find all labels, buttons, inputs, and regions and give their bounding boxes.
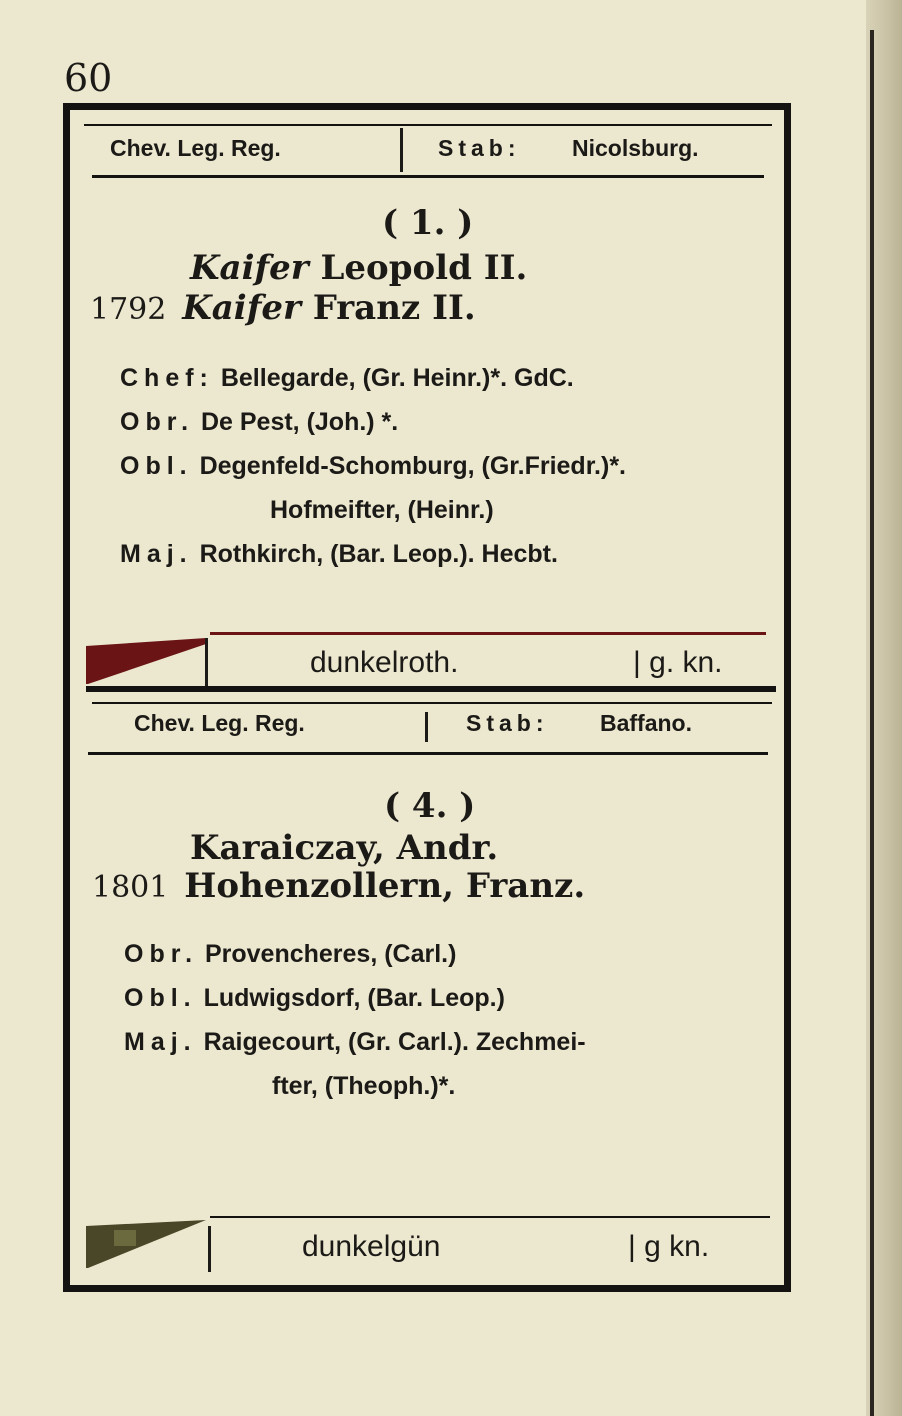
header-divider (425, 712, 428, 742)
staff-entry: Obr. De Pest, (Joh.) *. (120, 408, 399, 436)
chief-line: 1792 Kaifer Franz II. (90, 288, 476, 328)
chief-line: Kaifer Leopold II. (190, 248, 528, 288)
chief-line: 1801 Hohenzollern, Franz. (92, 866, 586, 906)
staff-entry: Obl. Degenfeld-Schomburg, (Gr.Friedr.)*. (120, 452, 627, 480)
page-number: 60 (64, 56, 113, 100)
button-color-label: | g kn. (628, 1230, 710, 1263)
staff-entry: Maj. Raigecourt, (Gr. Carl.). Zechmei- (124, 1028, 586, 1056)
stab-label: Stab: (438, 135, 521, 161)
facing-color-label: dunkelroth. (310, 646, 459, 679)
button-color-label: | g. kn. (633, 646, 723, 679)
staff-entry: Maj. Rothkirch, (Bar. Leop.). Hecbt. (120, 540, 558, 568)
adjacent-page-edge (866, 0, 902, 1416)
chief-line: Karaiczay, Andr. (190, 828, 499, 868)
stab-place: Nicolsburg. (572, 135, 699, 161)
facing-color-swatch (86, 1218, 210, 1270)
facing-color-swatch (86, 634, 210, 684)
facing-color-label: dunkelgün (302, 1230, 441, 1263)
staff-entry: fter, (Theoph.)*. (272, 1072, 456, 1100)
staff-entry: Obr. Provencheres, (Carl.) (124, 940, 457, 968)
staff-entry: Chef: Bellegarde, (Gr. Heinr.)*. GdC. (120, 364, 574, 392)
regiment-number: ( 4. ) (384, 786, 476, 826)
stab-label: Stab: (466, 710, 549, 736)
regiment-number: ( 1. ) (382, 203, 474, 243)
stab-place: Baffano. (600, 710, 692, 736)
header-divider (400, 128, 403, 172)
staff-entry: Obl. Ludwigsdorf, (Bar. Leop.) (124, 984, 505, 1012)
regiment-type: Chev. Leg. Reg. (110, 135, 281, 161)
staff-entry: Hofmeifter, (Heinr.) (270, 496, 494, 524)
regiment-type: Chev. Leg. Reg. (134, 710, 305, 736)
